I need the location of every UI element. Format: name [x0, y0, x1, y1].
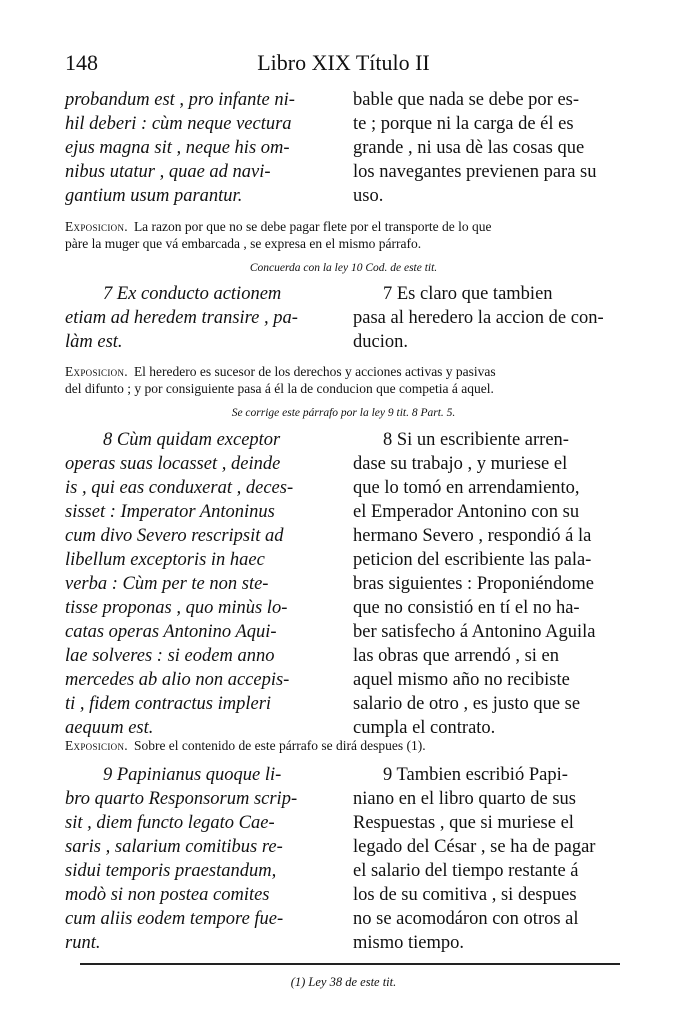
spanish-line: aquel mismo año no recibiste [353, 670, 570, 690]
latin-line: is , qui eas conduxerat , deces- [65, 478, 294, 498]
spanish-line: hermano Severo , respondió á la [353, 526, 592, 546]
latin-line: runt. [65, 933, 101, 953]
spanish-line: cumpla el contrato. [353, 718, 496, 738]
spanish-column [353, 88, 622, 208]
footnote-divider [80, 963, 620, 965]
spanish-line: los navegantes previenen para su [353, 162, 597, 182]
latin-line: saris , salarium comitibus re- [65, 837, 283, 857]
latin-line: nibus utatur , quae ad navi- [65, 162, 271, 182]
latin-line: operas suas locasset , deinde [65, 454, 281, 474]
exposicion-text: Sobre el contenido de este párrafo se dirá despues (1). [133, 738, 426, 753]
latin-line: 8 Cùm quidam exceptor [103, 430, 281, 450]
spanish-line: uso. [353, 186, 384, 206]
latin-line: sisset : Imperator Antoninus [65, 502, 275, 522]
spanish-line: legado del César , se ha de pagar [353, 837, 596, 857]
spanish-line: salario de otro , es justo que se [353, 694, 581, 714]
spanish-column [353, 428, 622, 740]
latin-line: bro quarto Responsorum scrip- [65, 789, 298, 809]
latin-line: mercedes ab alio non accepis- [65, 670, 290, 690]
latin-line: 7 Ex conducto actionem [103, 284, 282, 304]
spanish-line: Respuestas , que si muriese el [353, 813, 574, 833]
page-header [65, 50, 622, 80]
spanish-line: el salario del tiempo restante á [353, 861, 579, 881]
latin-column [65, 88, 337, 208]
spanish-line: pasa al heredero la accion de con- [353, 308, 604, 328]
latin-line: hil deberi : cùm neque vectura [65, 114, 292, 134]
exposicion-line [65, 363, 622, 380]
running-title: Libro XIX Título II [257, 50, 430, 75]
exposicion-label: Exposicion. [65, 738, 128, 753]
page-number: 148 [65, 50, 98, 75]
latin-line: tisse proponas , quo minùs lo- [65, 598, 288, 618]
latin-line: ejus magna sit , neque his om- [65, 138, 290, 158]
latin-line: 9 Papinianus quoque li- [103, 765, 282, 785]
latin-line: cum divo Severo rescripsit ad [65, 526, 284, 546]
spanish-line: grande , ni usa dè las cosas que [353, 138, 585, 158]
spanish-column [353, 282, 622, 354]
spanish-line: que no consistió en tí el no ha- [353, 598, 580, 618]
spanish-line: dase su trabajo , y muriese el [353, 454, 568, 474]
exposicion-3 [65, 737, 622, 754]
latin-line: cum aliis eodem tempore fue- [65, 909, 284, 929]
exposicion-2 [65, 363, 622, 397]
footnote: (1) Ley 38 de este tit. [290, 975, 397, 989]
exposicion-text: La razon por que no se debe pagar flete por el transporte de lo que [133, 219, 492, 234]
spanish-line: no se acomodáron con otros al [353, 909, 579, 929]
latin-line: gantium usum parantur. [65, 186, 243, 206]
latin-line: libellum exceptoris in haec [65, 550, 265, 570]
latin-line: verba : Cùm per te non ste- [65, 574, 269, 594]
exposicion-1 [65, 218, 622, 252]
spanish-line: te ; porque ni la carga de él es [353, 114, 574, 134]
latin-line: catas operas Antonino Aqui- [65, 622, 277, 642]
exposicion-line: del difunto ; y por consiguiente pasa á él la de conducion que competia á aquel. [65, 381, 494, 396]
latin-line: etiam ad heredem transire , pa- [65, 308, 298, 328]
exposicion-text: El heredero es sucesor de los derechos y acciones activas y pasivas [133, 364, 496, 379]
latin-line: sidui temporis praestandum, [65, 861, 277, 881]
latin-column [65, 763, 337, 955]
latin-column [65, 428, 337, 740]
spanish-line: los de su comitiva , si despues [353, 885, 577, 905]
correction-note: Se corrige este párrafo por la ley 9 tit. 8 Part. 5. [231, 407, 456, 419]
spanish-line: las obras que arrendó , si en [353, 646, 560, 666]
exposicion-line [65, 737, 622, 754]
spanish-line: ber satisfecho á Antonino Aguila [353, 622, 596, 642]
spanish-line: 7 Es claro que tambien [383, 284, 553, 304]
spanish-line: peticion del escribiente las pala- [353, 550, 592, 570]
latin-column [65, 282, 337, 354]
exposicion-label: Exposicion. [65, 219, 128, 234]
spanish-line: bras siguientes : Proponiéndome [353, 574, 594, 594]
spanish-line: ducion. [353, 332, 408, 352]
latin-line: probandum est , pro infante ni- [65, 90, 295, 110]
spanish-line: mismo tiempo. [353, 933, 464, 953]
concordance-note: Concuerda con la ley 10 Cod. de este tit. [249, 262, 438, 274]
latin-line: lae solveres : si eodem anno [65, 646, 275, 666]
spanish-line: bable que nada se debe por es- [353, 90, 580, 110]
spanish-column [353, 763, 622, 955]
spanish-line: niano en el libro quarto de sus [353, 789, 576, 809]
exposicion-label: Exposicion. [65, 364, 128, 379]
exposicion-line: pàre la muger que vá embarcada , se expresa en el mismo párrafo. [65, 236, 422, 251]
spanish-line: 9 Tambien escribió Papi- [383, 765, 568, 785]
spanish-line: que lo tomó en arrendamiento, [353, 478, 580, 498]
latin-line: aequum est. [65, 718, 154, 738]
latin-line: sit , diem functo legato Cae- [65, 813, 275, 833]
latin-line: làm est. [65, 332, 123, 352]
latin-line: ti , fidem contractus impleri [65, 694, 272, 714]
spanish-line: 8 Si un escribiente arren- [383, 430, 569, 450]
exposicion-line [65, 218, 622, 235]
spanish-line: el Emperador Antonino con su [353, 502, 580, 522]
latin-line: modò si non postea comites [65, 885, 270, 905]
